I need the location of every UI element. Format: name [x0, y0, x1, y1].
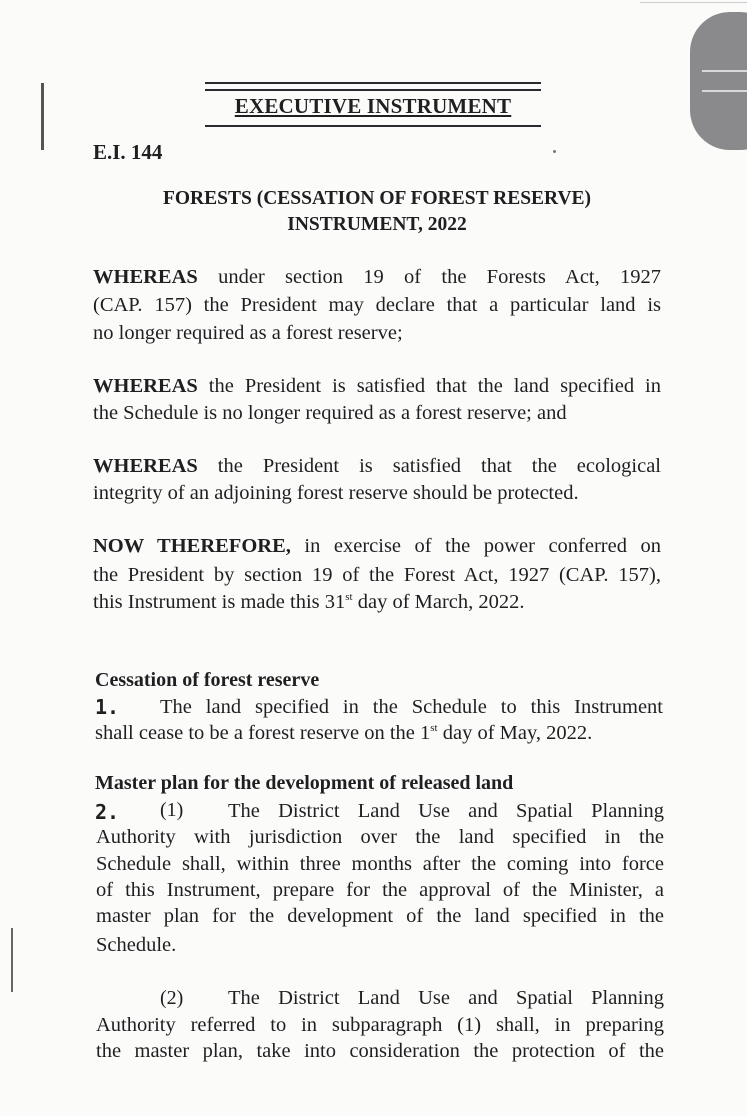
section-2-line3: Schedule shall, within three months after the coming into force	[96, 853, 664, 875]
recital-1-line3: no longer required as a forest reserve;	[93, 322, 403, 344]
speck	[553, 150, 556, 153]
recital-4-line2: the President by section 19 of the Forest Act, 1927 (CAP. 157),	[93, 564, 661, 586]
recital-4-line3	[93, 589, 661, 615]
binder-tab-line	[702, 90, 747, 92]
recital-text: the President is satisfied that the land specified in	[208, 375, 661, 397]
scan-margin-mark	[11, 928, 13, 992]
scan-margin-mark	[41, 83, 44, 150]
recital-1	[93, 264, 661, 290]
ei-number: E.I. 144	[93, 140, 163, 164]
header-rule-bottom	[205, 125, 541, 127]
document-type-title: EXECUTIVE INSTRUMENT	[234, 94, 512, 118]
header-rule-top	[205, 82, 541, 84]
recital-text: the President is satisfied that the ecological	[217, 455, 661, 477]
section-2-line4: of this Instrument, prepare for the approval of the Minister, a	[96, 879, 664, 901]
section-1-number: 1.	[95, 695, 120, 719]
recital-text: under section 19 of the Forests Act, 1927	[218, 266, 661, 288]
binder-tab	[690, 12, 747, 150]
section-2-heading: Master plan for the development of released land	[95, 772, 514, 794]
recital-keyword: WHEREAS	[93, 266, 198, 288]
section-text: shall cease to be a forest reserve on the 1	[95, 722, 431, 744]
section-1-line2	[95, 720, 663, 746]
recital-keyword: NOW THEREFORE,	[93, 535, 291, 557]
recital-3-line2: integrity of an adjoining forest reserve should be protected.	[93, 482, 579, 504]
subparagraph-1-label: (1)	[160, 799, 184, 821]
recital-text: in exercise of the power conferred on	[304, 535, 662, 557]
instrument-title-line1: FORESTS (CESSATION OF FOREST RESERVE)	[162, 188, 592, 209]
recital-2-line2: the Schedule is no longer required as a forest reserve; and	[93, 402, 567, 424]
ordinal-suffix: st	[345, 591, 353, 603]
recital-1-line2: (CAP. 157) the President may declare that a particular land is	[93, 294, 661, 316]
recital-text: this Instrument is made this 31	[93, 591, 346, 613]
section-2-number: 2.	[95, 800, 120, 824]
section-2-line6: Schedule.	[96, 934, 177, 956]
section-text: day of May, 2022.	[437, 722, 593, 744]
instrument-title-line2: INSTRUMENT, 2022	[287, 214, 467, 235]
binder-tab-line	[702, 70, 747, 72]
section-1-heading: Cessation of forest reserve	[95, 669, 320, 691]
subparagraph-2-line1: The District Land Use and Spatial Planning	[228, 987, 664, 1009]
subparagraph-2-line3: the master plan, take into consideration the protection of the	[96, 1040, 664, 1062]
section-2-line2: Authority with jurisdiction over the land specified in the	[96, 826, 664, 848]
section-2-line5: master plan for the development of the land specified in the	[96, 905, 664, 927]
recital-keyword: WHEREAS	[93, 455, 198, 477]
recital-keyword: WHEREAS	[93, 375, 198, 397]
scan-edge-line	[640, 2, 747, 3]
subparagraph-2-label: (2)	[160, 987, 184, 1009]
recital-3	[93, 453, 661, 479]
recital-2	[93, 373, 661, 399]
subparagraph-2-line2: Authority referred to in subparagraph (1) shall, in preparing	[96, 1014, 664, 1036]
ordinal-suffix: st	[430, 722, 438, 734]
recital-text: day of March, 2022.	[352, 591, 525, 613]
recital-4	[93, 533, 661, 559]
section-2-line1: The District Land Use and Spatial Planning	[228, 800, 664, 822]
section-1-text: The land specified in the Schedule to this Instrument	[160, 696, 663, 718]
header-rule-top	[205, 89, 541, 91]
